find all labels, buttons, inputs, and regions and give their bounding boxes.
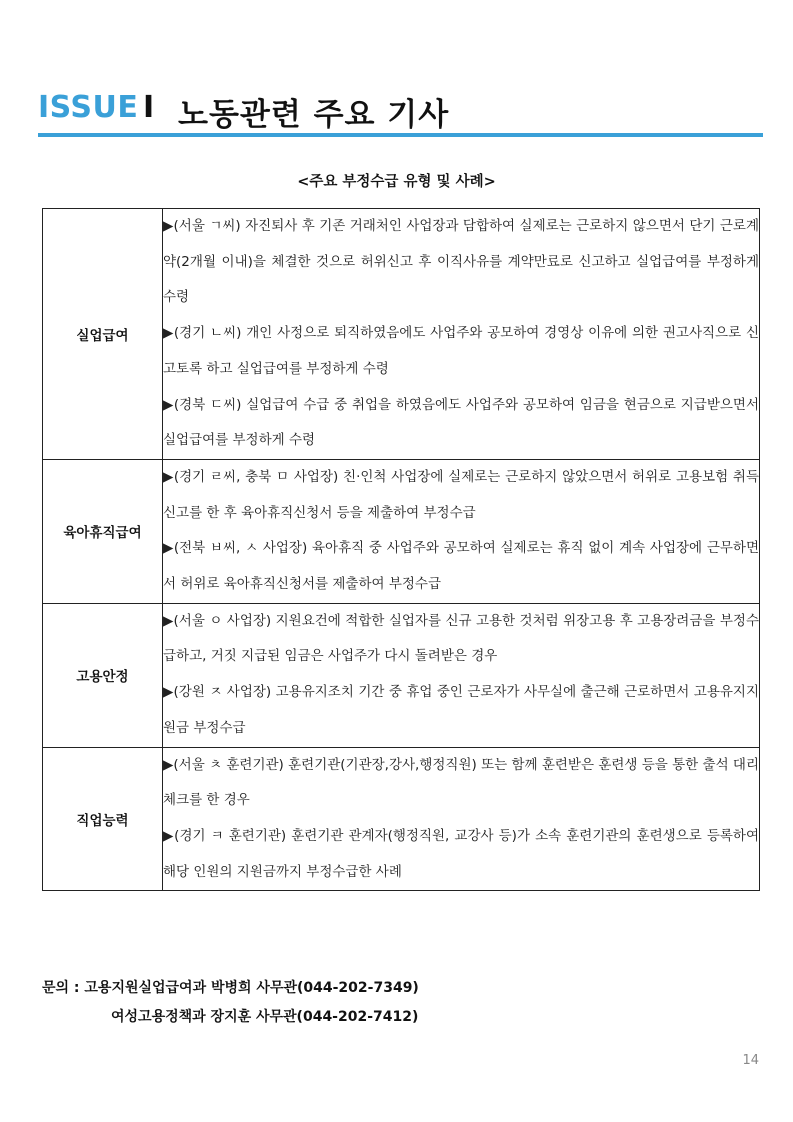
header-divider bbox=[38, 133, 763, 137]
cases-cell bbox=[163, 603, 760, 747]
table-row bbox=[43, 603, 760, 747]
contact-line: 여성고용정책과 장지훈 사무관(044-202-7412) bbox=[111, 1009, 419, 1025]
category-cell: 실업급여 bbox=[43, 209, 163, 460]
cases-cell bbox=[163, 459, 760, 603]
category-cell: 육아휴직급여 bbox=[43, 459, 163, 603]
contact-info bbox=[42, 974, 419, 1032]
table-caption: <주요 부정수급 유형 및 사례> bbox=[297, 174, 496, 190]
case-item: ▶(서울 ㄱ씨) 자진퇴사 후 기존 거래처인 사업장과 담합하여 실제로는 근로하지 않으면서 단기 근로계약(2개월 이내)을 체결한 것으로 허위신고 후 이직사유를 계약만료로 신고하고 실업급여를 부정하게 수령 bbox=[163, 218, 759, 306]
table-row bbox=[43, 209, 760, 460]
contact-line: 문의 : 고용지원실업급여과 박병희 사무관(044-202-7349) bbox=[42, 980, 419, 996]
case-item: ▶(경기 ㅋ 훈련기관) 훈련기관 관계자(행정직원, 교강사 등)가 소속 훈련기관의 훈련생으로 등록하여 해당 인원의 지원금까지 부정수급한 사례 bbox=[163, 827, 759, 880]
cases-cell bbox=[163, 209, 760, 460]
cases-cell bbox=[163, 747, 760, 891]
fraud-cases-table bbox=[42, 208, 760, 891]
case-item: ▶(경기 ㄹ씨, 충북 ㅁ 사업장) 친·인척 사업장에 실제로는 근로하지 않았으면서 허위로 고용보험 취득신고를 한 후 육아휴직신청서 등을 제출하여 부정수급 bbox=[163, 468, 759, 521]
case-item: ▶(경북 ㄷ씨) 실업급여 수급 중 취업을 하였음에도 사업주와 공모하여 임금을 현금으로 지급받으면서 실업급여를 부정하게 수령 bbox=[163, 396, 759, 449]
case-item: ▶(서울 ㅇ 사업장) 지원요건에 적합한 실업자를 신규 고용한 것처럼 위장고용 후 고용장려금을 부정수급하고, 거짓 지급된 임금은 사업주가 다시 돌려받은 경우 bbox=[163, 612, 759, 665]
case-item: ▶(서울 ㅊ 훈련기관) 훈련기관(기관장,강사,행정직원) 또는 함께 훈련받은 훈련생 등을 통한 출석 대리체크를 한 경우 bbox=[163, 756, 759, 809]
table-row bbox=[43, 459, 760, 603]
issue-label: ISSUE bbox=[38, 90, 139, 125]
page-title: 노동관련 주요 기사 bbox=[178, 97, 450, 133]
header-separator: I bbox=[143, 90, 155, 125]
category-cell: 직업능력 bbox=[43, 747, 163, 891]
page-number: 14 bbox=[742, 1053, 759, 1068]
case-item: ▶(강원 ㅈ 사업장) 고용유지조치 기간 중 휴업 중인 근로자가 사무실에 출근해 근로하면서 고용유지지원금 부정수급 bbox=[163, 684, 759, 736]
page-header bbox=[38, 82, 763, 136]
case-item: ▶(경기 ㄴ씨) 개인 사정으로 퇴직하였음에도 사업주와 공모하여 경영상 이유에 의한 권고사직으로 신고토록 하고 실업급여를 부정하게 수령 bbox=[163, 325, 759, 377]
case-item: ▶(전북 ㅂ씨, ㅅ 사업장) 육아휴직 중 사업주와 공모하여 실제로는 휴직 없이 계속 사업장에 근무하면서 허위로 육아휴직신청서를 제출하여 부정수급 bbox=[163, 540, 759, 593]
category-cell: 고용안정 bbox=[43, 603, 163, 747]
table-row bbox=[43, 747, 760, 891]
